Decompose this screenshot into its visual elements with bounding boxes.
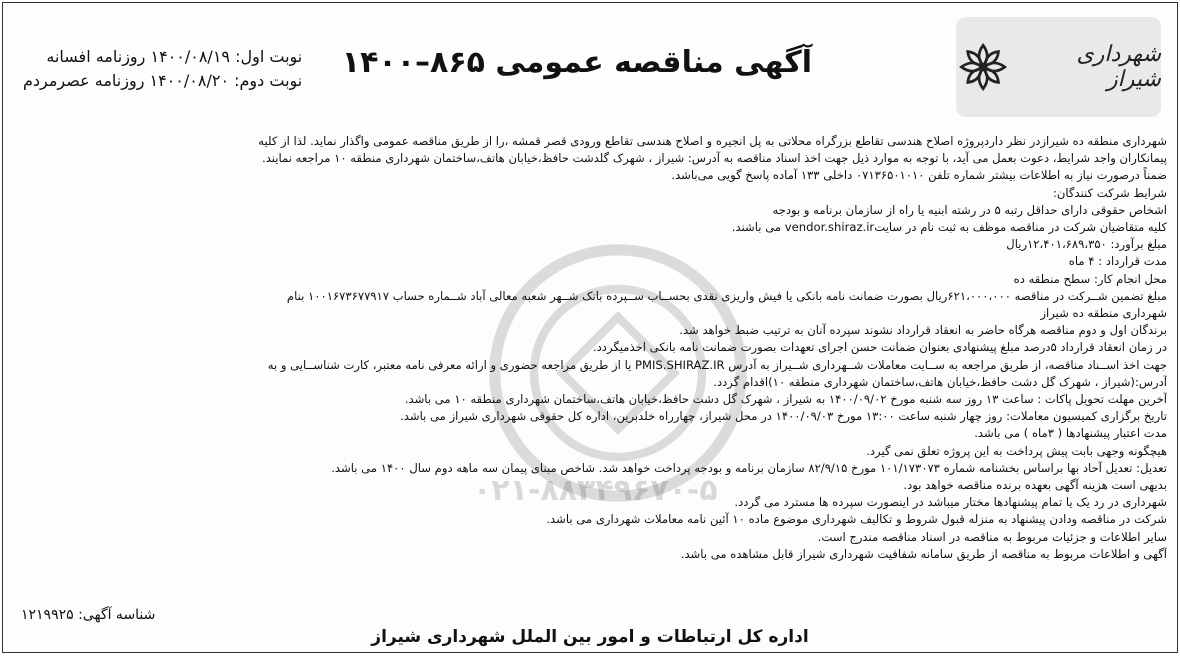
tender-notice: [2, 2, 1178, 653]
body-line: شهرداری در رد یک یا تمام پیشنهادها مختار میباشد در اینصورت سپرده ها مسترد می گردد.: [734, 495, 1167, 510]
body-line: برندگان اول و دوم مناقصه هرگاه حاضر به انعقاد قرارداد نشوند سپرده آنان به ترتیب ضبط خواهد شد.: [679, 323, 1167, 338]
second-publication: نوبت دوم: ۱۴۰۰/۰۸/۲۰ روزنامه عصرمردم: [23, 71, 303, 90]
body-line: مبلغ تضمین شــرکت در مناقصه ۶۲۱،۰۰۰،۰۰۰ریال بصورت ضمانت نامه بانکی یا فیش واریزی نقدی بحســاب ســپرده بانک شــهر شعبه معالی آباد شــماره حساب ۱۰۰۱۶۷۳۶۷۷۹۱۷ بنام: [286, 288, 1167, 303]
watermark-phone: ۰۲۱-۸۸۳۴۹۶۷۰-۵: [473, 473, 718, 508]
first-publication: نوبت اول: ۱۴۰۰/۰۸/۱۹ روزنامه افسانه: [46, 47, 303, 66]
issuer-signature: اداره کل ارتباطات و امور بین الملل شهرداری شیراز: [371, 627, 809, 647]
body-line: تاریخ برگزاری کمیسیون معاملات: روز چهار شنبه ساعت ۱۳:۰۰ مورخ ۱۴۰۰/۰۹/۰۳ در محل شیراز، چهارراه خلدبرین، اداره کل حقوقی شهرداری شیراز می باشد.: [400, 409, 1167, 424]
body-line: آدرس:(شیراز ، شهرک گل دشت حافظ،خیابان هاتف،ساختمان شهرداری منطقه ۱۰)اقدام گردد.: [713, 374, 1167, 389]
body-line: مدت قرارداد : ۴ ماه: [1068, 254, 1167, 269]
body-line: آخرین مهلت تحویل پاکات : ساعت ۱۳ روز سه شنبه مورخ ۱۴۰۰/۰۹/۰۲ به شیراز ، شهرک گل دشت حافظ،خیابان هاتف،ساختمان شهرداری منطقه ۱۰ می باشد.: [404, 392, 1167, 407]
ad-identifier: شناسه آگهی: ۱۲۱۹۹۲۵: [21, 607, 156, 623]
notice-body: [15, 133, 1167, 563]
notice-title: آگهی مناقصه عمومی ۸۶۵–۱۴۰۰: [341, 45, 812, 80]
publication-schedule: [23, 45, 302, 93]
body-line: جهت اخذ اســناد مناقصه، از طریق مراجعه به ســایت معاملات شــهرداری شــیراز به آدرس PMIS.SHIRAZ.IR یا از طریق مراجعه حضوری و ارائه معرفی نامه معتبر، کارت شناســایی و به: [267, 357, 1167, 372]
body-line: سایر اطلاعات و جزئیات مربوط به مناقصه در اسناد مناقصه مندرج است.: [817, 529, 1167, 544]
body-line: ضمناً درصورت نیاز به اطلاعات بیشتر شماره تلفن ۰۷۱۳۶۵۰۱۰۱۰ داخلی ۱۳۳ آماده پاسخ گویی می‌باشد.: [671, 168, 1167, 183]
shiraz-municipality-logo: [956, 17, 1161, 117]
body-line: آگهی و اطلاعات مربوط به مناقصه از طریق سامانه شفافیت شهرداری شیراز قابل مشاهده می باشد.: [680, 546, 1167, 561]
body-line: شهرداری منطقه ده شیراز: [1040, 306, 1167, 321]
body-line: اشخاص حقوقی دارای حداقل رتبه ۵ در رشته ابنیه یا راه از سازمان برنامه و بودجه: [772, 202, 1167, 217]
body-line: مبلغ برآورد: ۱۲،۴۰۱،۶۸۹،۳۵۰ریال: [1006, 237, 1167, 252]
body-line: در زمان انعقاد قرارداد ۵درصد مبلغ پیشنهادی بعنوان ضمانت حسن اجرای تعهدات بصورت ضمانت نامه بانکی اخذمیگردد.: [592, 340, 1167, 355]
logo-text: شهرداری شیراز: [1076, 42, 1161, 92]
body-line: شرکت در مناقصه ودادن پیشنهاد به منزله قبول شروط و تکالیف شهرداری موضوع ماده ۱۰ آئین نامه معاملات شهرداری می باشد.: [546, 512, 1167, 527]
notice-header: [3, 3, 1177, 121]
body-line: محل انجام کار: سطح منطقه ده: [1013, 271, 1167, 286]
body-line: پیمانکاران واجد شرایط، دعوت بعمل می آید، با توجه به موارد ذیل جهت اخذ اسناد مناقصه به آدرس: شیراز ، شهرک گلدشت حافظ،خیابان هاتف،ساختمان شهرداری منطقه ۱۰ مراجعه نمایند.: [262, 151, 1167, 166]
flower-emblem-icon: [956, 39, 1010, 95]
body-line: کلیه متقاضیان شرکت در مناقصه موظف به ثبت نام در سایتvendor.shiraz.ir می باشند.: [731, 220, 1167, 235]
body-line: هیچگونه وجهی بابت پیش پرداخت به این پروژه تعلق نمی گیرد.: [866, 443, 1167, 458]
body-line: شهرداری منطقه ده شیرازدر نظر دارد‌پروژه اصلاح هندسی تقاطع بزرگراه محلاتی به پل انجیره و اصلاح هندسی تقاطع ورودی قصر قمشه ،را از طریق مناقصه عمومی واگذار نماید. لذا از کلیه: [258, 134, 1167, 148]
body-line: بدیهی است هزینه آگهی بعهده برنده مناقصه خواهد بود.: [903, 478, 1167, 493]
body-line: شرایط شرکت کنندگان:: [1052, 185, 1167, 200]
body-line: مدت اعتبار پیشنهادها ( ۳ماه ) می باشد.: [974, 426, 1167, 441]
body-line: تعدیل: تعدیل آحاد بها براساس بخشنامه شماره ۱۰۱/۱۷۳۰۷۳ مورخ ۸۲/۹/۱۵ سازمان برنامه و بودجه پرداخت خواهد شد. شاخص مبنای پیمان سه ماهه دوم سال ۱۴۰۰ می باشد.: [331, 460, 1167, 475]
